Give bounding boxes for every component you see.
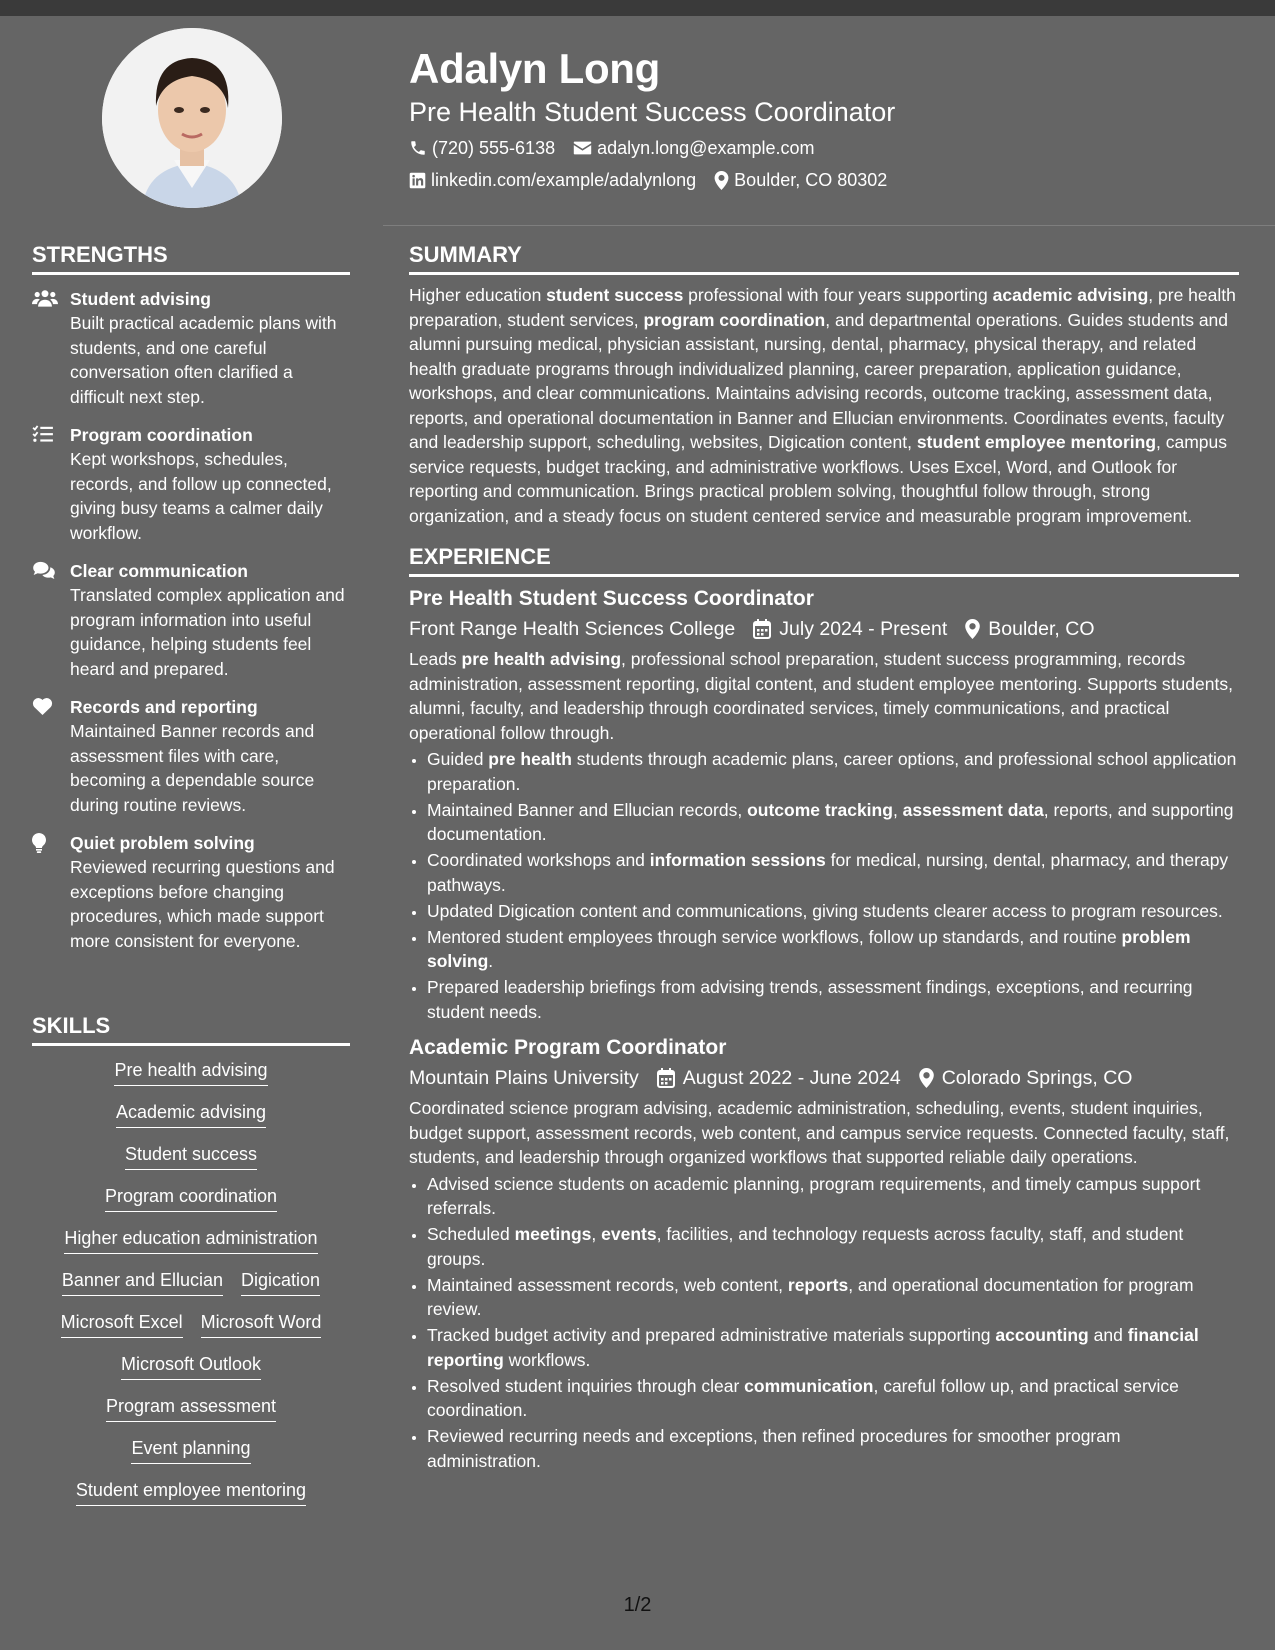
strengths-heading: STRENGTHS [32,242,350,275]
envelope-icon [573,140,592,156]
skill-tag: Microsoft Word [201,1310,322,1338]
phone-text[interactable]: (720) 555-6138 [432,138,556,158]
bold-keyword: pre health [488,749,572,769]
skill-tag: Program assessment [106,1394,276,1422]
map-pin-icon [965,619,980,639]
bullet-item: • Coordinated workshops and information sessions for medical, nursing, dental, pharmacy, and therapy pathways. [427,848,1239,897]
skill-tag: Digication [241,1268,320,1296]
checklist-icon [32,425,54,443]
skill-tag: Student employee mentoring [76,1478,306,1506]
strength-item [32,423,350,545]
contact-row-1 [409,132,1239,164]
bullet-item: • Reviewed recurring needs and exceptions, then refined procedures for smoother program administration. [427,1424,1239,1473]
strength-desc: Reviewed recurring questions and exceptions before changing procedures, which made support more consistent for everyone. [70,857,335,951]
skill-tag: Microsoft Outlook [121,1352,261,1380]
job-location: Colorado Springs, CO [941,1067,1133,1089]
email-text[interactable]: adalyn.long@example.com [597,138,815,158]
heart-icon [32,697,53,715]
linkedin-text[interactable]: linkedin.com/example/adalynlong [431,170,697,190]
job-meta [409,1062,1239,1094]
bullet-item: • Scheduled meetings, events, facilities, and technology requests across faculty, staff, and student groups. [427,1222,1239,1271]
job-entry [409,585,1239,1024]
strength-desc: Kept workshops, schedules, records, and follow up connected, giving busy teams a calmer daily workflow. [70,449,332,543]
bullet-item: • Guided pre health students through academic plans, career options, and professional school application preparation. [427,747,1239,796]
bold-keyword: financial reporting [427,1325,1199,1370]
email-contact [573,132,814,164]
company-name: Mountain Plains University [409,1067,639,1089]
job-bullets [409,1172,1239,1474]
users-icon [32,289,58,307]
location-text: Boulder, CO 80302 [734,170,888,190]
bullet-item: • Tracked budget activity and prepared administrative materials supporting accounting and financial reporting workflows. [427,1323,1239,1372]
bold-keyword: student employee mentoring [916,432,1157,452]
job-description: Leads pre health advising, professional school preparation, student success programming, records administration, assessment reporting, digital content, and student employee mentoring. Supports students, alumni, faculty, and leadership through coordinated services, timely communications, and practical operational follow through. [409,649,1233,743]
summary-heading: SUMMARY [409,242,1239,275]
skill-tag: Event planning [131,1436,250,1464]
phone-contact [409,132,555,164]
skills-section [32,1013,350,1520]
profile-photo [102,28,282,208]
phone-icon [409,139,427,157]
experience-heading: EXPERIENCE [409,544,1239,577]
bold-keyword: accounting [995,1325,1089,1345]
candidate-name: Adalyn Long [409,45,661,92]
skill-tag: Academic advising [116,1100,266,1128]
bold-keyword: communication [744,1375,874,1396]
bullet-item: • Advised science students on academic planning, program requirements, and timely campus support referrals. [427,1172,1239,1221]
bold-keyword: outcome tracking [747,799,893,820]
strength-desc: Translated complex application and program information into useful guidance, helping students feel heard and prepared. [70,585,345,679]
skill-tag: Student success [125,1142,257,1170]
strength-item [32,287,350,409]
skill-tag: Pre health advising [114,1058,267,1086]
bullet-item: • Prepared leadership briefings from advising trends, assessment findings, exceptions, and recurring student needs. [427,975,1239,1024]
map-pin-icon [919,1068,934,1088]
strengths-section [32,242,350,953]
strength-item [32,695,350,817]
bold-keyword: information sessions [649,850,826,870]
skill-tag: Microsoft Excel [61,1310,183,1338]
job-bullets [409,747,1239,1024]
bold-keyword: problem solving [427,926,1191,971]
bold-keyword: student success [546,285,684,305]
main-column [409,242,1239,1475]
bullet-item: • Mentored student employees through service workflows, follow up standards, and routine problem solving. [427,925,1239,974]
strength-title: Quiet problem solving [70,833,255,853]
bold-keyword: meetings [514,1224,592,1244]
bold-keyword: reports [787,1274,849,1295]
company-name: Front Range Health Sciences College [409,618,736,640]
skill-tag: Program coordination [105,1184,277,1212]
page-number: 1/2 [623,1594,652,1616]
skill-tag: Banner and Ellucian [62,1268,223,1296]
skill-tag: Higher education administration [64,1226,317,1254]
header-divider [383,225,1275,226]
bullet-item: • Maintained assessment records, web content, reports, and operational documentation for program review. [427,1273,1239,1322]
strength-title: Clear communication [70,561,248,581]
bold-keyword: events [601,1224,657,1244]
top-bar [0,0,1275,16]
job-location: Boulder, CO [988,618,1095,640]
linkedin-icon [409,172,426,189]
strength-title: Student advising [70,289,211,309]
job-description: Coordinated science program advising, academic administration, scheduling, events, student inquiries, budget support, assessment records, web content, and campus service requests. Connected faculty, staff, students, and leadership through organized workflows that supported reliable daily operations. [409,1098,1230,1167]
resume-header [409,44,1239,196]
location-contact [714,164,887,196]
job-title: Academic Program Coordinator [409,1036,727,1059]
job-dates: August 2022 - June 2024 [682,1067,901,1089]
strength-desc: Maintained Banner records and assessment files with care, becoming a dependable source during routine reviews. [70,721,315,815]
bold-keyword: academic advising [992,285,1149,305]
bold-keyword: assessment data [902,799,1044,820]
comments-icon [32,561,56,579]
job-entry [409,1034,1239,1473]
strength-item [32,831,350,953]
bullet-item: • Updated Digication content and communications, giving students clearer access to program resources. [427,899,1239,924]
strength-desc: Built practical academic plans with students, and one careful conversation often clarified a difficult next step. [70,313,337,407]
summary-text: Higher education student success professional with four years supporting academic advising, pre health preparation, student services, program coordination, and departmental operations. Guides students and alumni pursuing medical, physician assistant, nursing, dental, pharmacy, physical therapy, and related health graduate programs through individualized planning, career preparation, application guidance, workshops, and clear communications. Maintains advising records, outcome tracking, assessment data, reports, and operational documentation in Banner and Ellucian environments. Coordinates events, faculty and leadership support, scheduling, websites, Digication content, student employee mentoring, campus service requests, budget tracking, and administrative workflows. Uses Excel, Word, and Outlook for reporting and communication. Brings practical problem solving, thoughtful follow through, strong organization, and a steady focus on student centered service and measurable program improvement. [409,285,1236,526]
strength-item [32,559,350,681]
contact-row-2 [409,164,1239,196]
skills-list [32,1058,350,1520]
strength-title: Records and reporting [70,697,258,717]
linkedin-contact [409,164,696,196]
candidate-title: Pre Health Student Success Coordinator [409,97,896,127]
calendar-icon [753,619,771,639]
map-pin-icon [714,171,729,190]
bold-keyword: pre health advising [461,649,622,669]
bold-keyword: program coordination [643,309,826,330]
job-dates: July 2024 - Present [779,618,948,640]
job-title: Pre Health Student Success Coordinator [409,587,814,610]
job-meta [409,613,1239,645]
strength-title: Program coordination [70,425,253,445]
calendar-icon [657,1068,675,1088]
lightbulb-icon [32,833,46,853]
skills-heading: SKILLS [32,1013,350,1046]
bullet-item: • Resolved student inquiries through clear communication, careful follow up, and practical service coordination. [427,1374,1239,1423]
bullet-item: • Maintained Banner and Ellucian records, outcome tracking, assessment data, reports, and supporting documentation. [427,798,1239,847]
portrait-image [102,28,282,208]
